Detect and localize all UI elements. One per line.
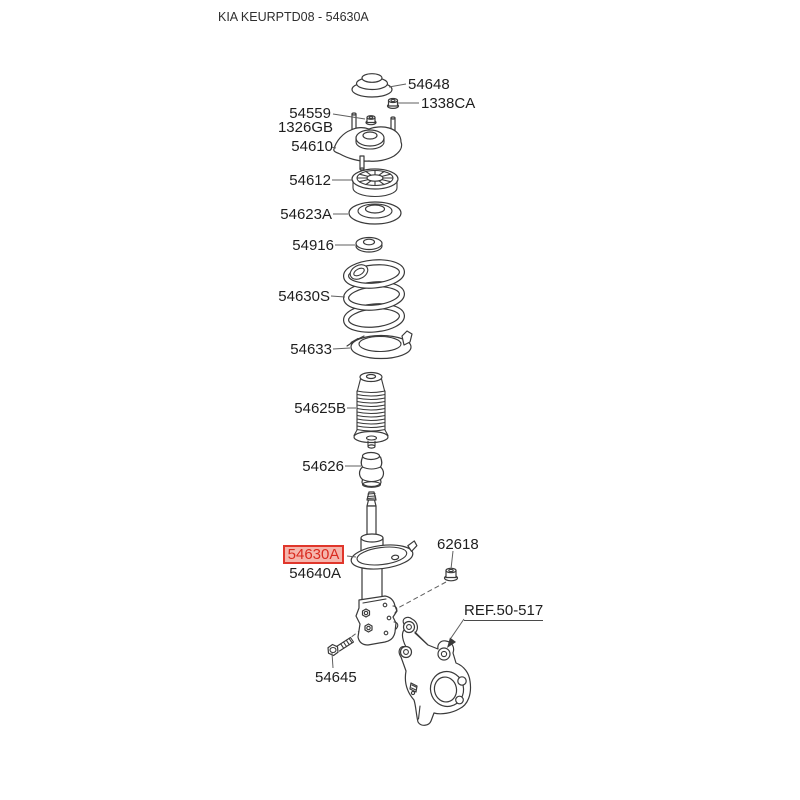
part-54559-nut-drawing [366,116,376,125]
part-label-54623A[interactable]: 54623A [280,206,332,223]
part-label-54640A[interactable]: 54640A [289,565,341,582]
part-label-ref-50-517[interactable]: REF.50-517 [464,602,544,619]
part-ref-knuckle-drawing [399,617,470,725]
part-label-54612[interactable]: 54612 [289,172,331,189]
part-54648-cap-drawing [352,74,392,97]
part-label-54610[interactable]: 54610 [291,138,333,155]
part-label-54916[interactable]: 54916 [292,237,334,254]
part-label-54626[interactable]: 54626 [302,458,344,475]
part-label-1326GB[interactable]: 1326GB [277,119,333,136]
part-54625B-boot-drawing [354,373,388,449]
part-54612-bearing-drawing [352,169,398,197]
part-54626-bumper-drawing [360,453,384,488]
part-54633-pad-drawing [347,331,412,359]
part-54916-washer-drawing [356,238,382,253]
part-label-54630S[interactable]: 54630S [278,288,330,305]
part-label-1338CA[interactable]: 1338CA [421,95,476,112]
diagram-title: KIA KEURPTD08 - 54630A [218,10,369,24]
part-label-54648[interactable]: 54648 [408,76,450,93]
part-62618-nut-drawing [445,568,458,581]
part-label-54630A-highlighted[interactable]: 54630A [283,545,344,564]
part-1338CA-nut-drawing [388,99,399,109]
part-label-54645[interactable]: 54645 [315,669,357,686]
part-54623A-seat-drawing [349,202,401,224]
part-label-62618[interactable]: 62618 [437,536,479,553]
part-54645-bolt-drawing [328,638,354,656]
part-label-54559[interactable]: 54559 [289,105,331,122]
part-label-54625B[interactable]: 54625B [294,400,346,417]
leader-lines [331,84,464,668]
part-label-54633[interactable]: 54633 [290,341,332,358]
part-54630S-spring-drawing [345,260,403,332]
